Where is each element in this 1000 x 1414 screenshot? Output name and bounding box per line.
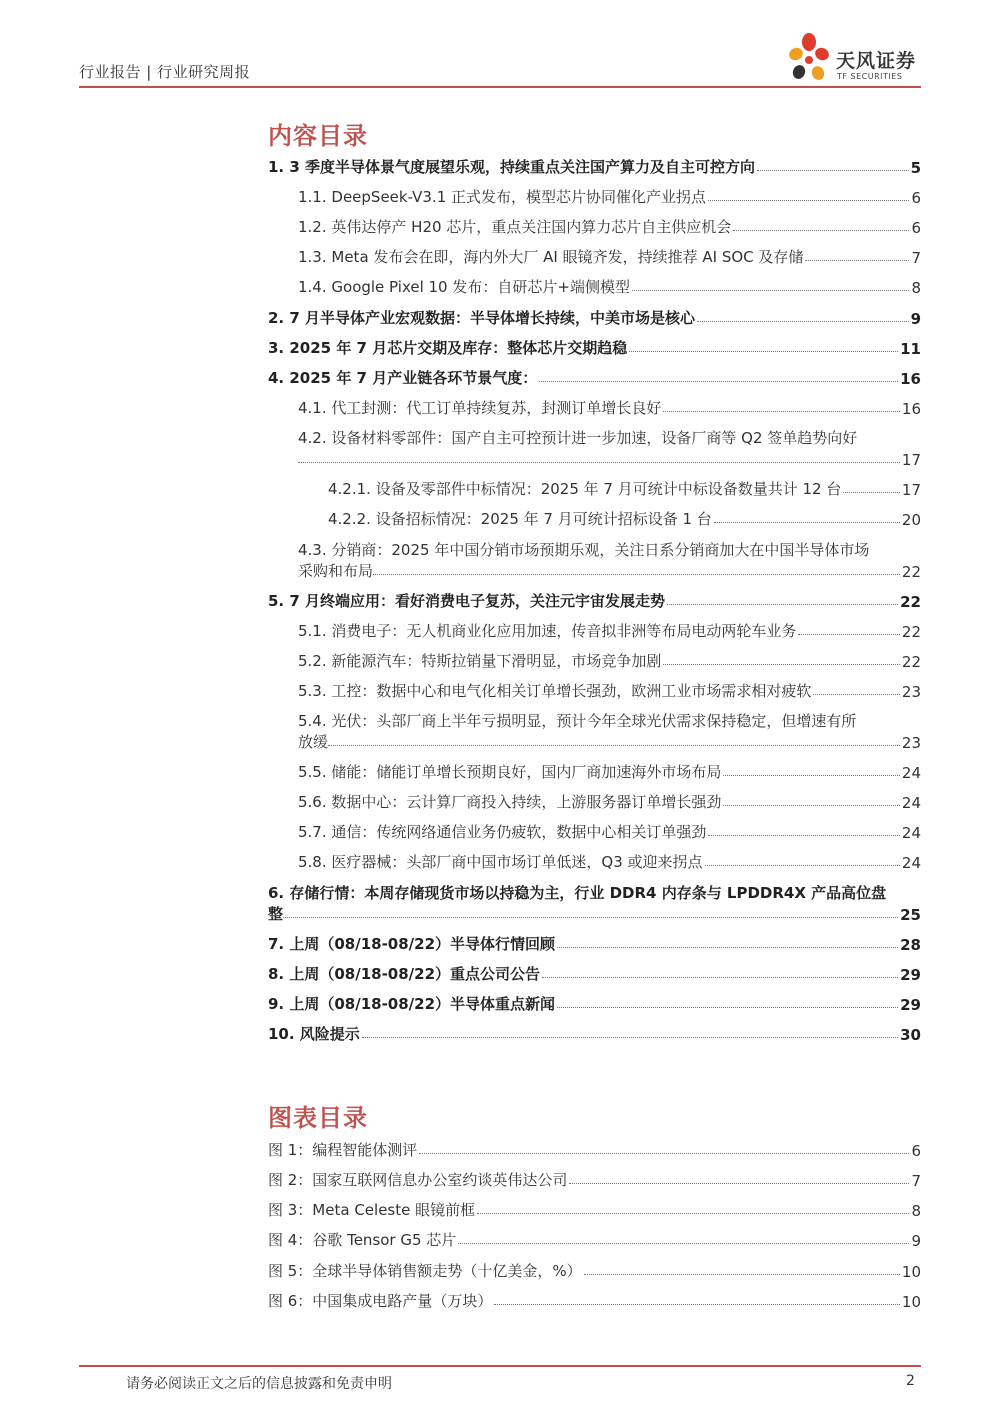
toc-title: 内容目录 bbox=[268, 122, 368, 150]
toc-entry[interactable]: 4.1. 代工封测：代工订单持续复苏，封测订单增长良好 16 bbox=[298, 399, 921, 418]
header-divider bbox=[79, 86, 921, 88]
disclaimer-text: 请务必阅读正文之后的信息披露和免责申明 bbox=[126, 1376, 392, 1392]
toc-entry[interactable]: 1.4. Google Pixel 10 发布：自研芯片+端侧模型 8 bbox=[298, 278, 921, 297]
figure-entry[interactable]: 图 2：国家互联网信息办公室约谈英伟达公司 7 bbox=[268, 1171, 921, 1190]
company-logo bbox=[784, 32, 924, 86]
toc-entry[interactable]: 5.8. 医疗器械：头部厂商中国市场订单低迷，Q3 或迎来拐点 24 bbox=[298, 853, 921, 872]
footer-divider bbox=[79, 1365, 921, 1367]
toc-entry[interactable]: 1. 3 季度半导体景气度展望乐观，持续重点关注国产算力及自主可控方向 5 bbox=[268, 158, 921, 177]
toc-entry[interactable]: 6. 存储行情：本周存储现货市场以持稳为主，行业 DDR4 内存条与 LPDDR4X 产品高位盘 bbox=[268, 884, 887, 902]
toc-entry[interactable]: 3. 2025 年 7 月芯片交期及库存：整体芯片交期趋稳 11 bbox=[268, 339, 921, 358]
toc-entry[interactable]: 5. 7 月终端应用：看好消费电子复苏，关注元宇宙发展走势 22 bbox=[268, 592, 921, 611]
brand-name-cn: 天风证券 bbox=[836, 50, 917, 72]
toc-entry[interactable]: 8. 上周（08/18-08/22）重点公司公告 29 bbox=[268, 965, 921, 984]
toc-entry[interactable]: 1.2. 英伟达停产 H20 芯片，重点关注国内算力芯片自主供应机会 6 bbox=[298, 218, 921, 237]
toc-entry-continuation[interactable]: 17 bbox=[298, 447, 921, 469]
toc-entry[interactable]: 5.5. 储能：储能订单增长预期良好，国内厂商加速海外市场布局 24 bbox=[298, 763, 921, 782]
toc-entry[interactable]: 7. 上周（08/18-08/22）半导体行情回顾 28 bbox=[268, 935, 921, 954]
figure-entry[interactable]: 图 4：谷歌 Tensor G5 芯片 9 bbox=[268, 1231, 921, 1250]
page-number: 2 bbox=[906, 1373, 915, 1389]
toc-entry[interactable]: 4.2.2. 设备招标情况：2025 年 7 月可统计招标设备 1 台 20 bbox=[328, 510, 921, 529]
toc-entry[interactable]: 5.1. 消费电子：无人机商业化应用加速，传音拟非洲等布局电动两轮车业务 22 bbox=[298, 622, 921, 641]
toc-entry[interactable]: 5.3. 工控：数据中心和电气化相关订单增长强劲，欧洲工业市场需求相对疲软 23 bbox=[298, 682, 921, 701]
toc-entry[interactable]: 1.1. DeepSeek-V3.1 正式发布，模型芯片协同催化产业拐点 6 bbox=[298, 188, 921, 207]
figure-entry[interactable]: 图 1：编程智能体测评 6 bbox=[268, 1141, 921, 1160]
toc-entry[interactable]: 4.2. 设备材料零部件：国产自主可控预计进一步加速，设备厂商等 Q2 签单趋势向好 bbox=[298, 429, 858, 447]
toc-entry[interactable]: 9. 上周（08/18-08/22）半导体重点新闻 29 bbox=[268, 995, 921, 1014]
figure-entry[interactable]: 图 3：Meta Celeste 眼镜前框 8 bbox=[268, 1201, 921, 1220]
toc-entry[interactable]: 4. 2025 年 7 月产业链各环节景气度： 16 bbox=[268, 369, 921, 388]
toc-entry-continuation[interactable]: 放缓 23 bbox=[298, 733, 921, 752]
toc-entry[interactable]: 5.4. 光伏：头部厂商上半年亏损明显，预计今年全球光伏需求保持稳定，但增速有所 bbox=[298, 712, 857, 730]
toc-entry-continuation[interactable]: 整 25 bbox=[268, 905, 921, 924]
report-category: 行业报告 | 行业研究周报 bbox=[79, 63, 251, 81]
toc-entry-continuation[interactable]: 采购和布局 22 bbox=[298, 562, 921, 581]
brand-name-en: TF SECURITIES bbox=[837, 72, 903, 81]
toc-entry[interactable]: 2. 7 月半导体产业宏观数据：半导体增长持续，中美市场是核心 9 bbox=[268, 309, 921, 328]
toc-entry[interactable]: 5.6. 数据中心：云计算厂商投入持续，上游服务器订单增长强劲 24 bbox=[298, 793, 921, 812]
flower-logo-icon bbox=[784, 32, 834, 86]
figure-entry[interactable]: 图 6：中国集成电路产量（万块） 10 bbox=[268, 1292, 921, 1311]
toc-entry[interactable]: 5.7. 通信：传统网络通信业务仍疲软，数据中心相关订单强劲 24 bbox=[298, 823, 921, 842]
toc-entry[interactable]: 1.3. Meta 发布会在即，海内外大厂 AI 眼镜齐发，持续推荐 AI SOC 及存储 7 bbox=[298, 248, 921, 267]
toc-entry[interactable]: 10. 风险提示 30 bbox=[268, 1025, 921, 1044]
toc-entry[interactable]: 4.2.1. 设备及零部件中标情况：2025 年 7 月可统计中标设备数量共计 12 台 17 bbox=[328, 480, 921, 499]
figure-list-title: 图表目录 bbox=[268, 1104, 368, 1132]
figure-entry[interactable]: 图 5：全球半导体销售额走势（十亿美金，%） 10 bbox=[268, 1262, 921, 1281]
toc-entry[interactable]: 4.3. 分销商：2025 年中国分销市场预期乐观，关注日系分销商加大在中国半导体市场 bbox=[298, 541, 870, 559]
toc-entry[interactable]: 5.2. 新能源汽车：特斯拉销量下滑明显，市场竞争加剧 22 bbox=[298, 652, 921, 671]
